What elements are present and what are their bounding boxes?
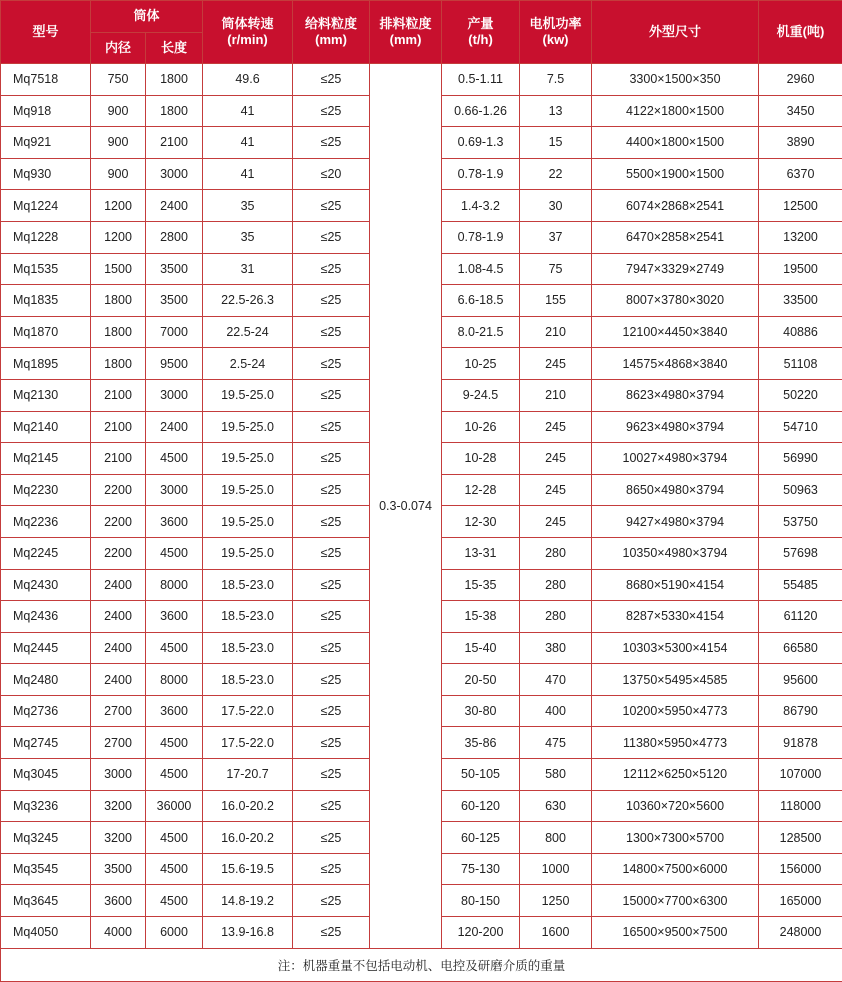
cell-machine-weight: 13200 (759, 221, 842, 253)
cell-dimensions: 11380×5950×4773 (592, 727, 759, 759)
cell-speed: 16.0-20.2 (203, 822, 293, 854)
cell-model: Mq2245 (1, 537, 91, 569)
cell-speed: 17.5-22.0 (203, 695, 293, 727)
cell-capacity: 0.78-1.9 (442, 221, 520, 253)
header-discharge-size (370, 1, 442, 64)
cell-motor-power: 1000 (520, 853, 592, 885)
cell-feed-size: ≤25 (293, 95, 370, 127)
cell-feed-size: ≤25 (293, 190, 370, 222)
cell-capacity: 0.66-1.26 (442, 95, 520, 127)
cell-length: 4500 (146, 822, 203, 854)
header-motor-power (520, 1, 592, 64)
cell-dimensions: 9623×4980×3794 (592, 411, 759, 443)
cell-feed-size: ≤25 (293, 506, 370, 538)
cell-inner-diameter: 2200 (91, 474, 146, 506)
cell-capacity: 8.0-21.5 (442, 316, 520, 348)
cell-dimensions: 8623×4980×3794 (592, 379, 759, 411)
header-shell-group: 筒体 (91, 1, 203, 33)
cell-machine-weight: 156000 (759, 853, 842, 885)
cell-capacity: 1.08-4.5 (442, 253, 520, 285)
cell-machine-weight: 118000 (759, 790, 842, 822)
cell-motor-power: 37 (520, 221, 592, 253)
cell-speed: 19.5-25.0 (203, 379, 293, 411)
cell-dimensions: 10303×5300×4154 (592, 632, 759, 664)
cell-feed-size: ≤25 (293, 127, 370, 159)
cell-length: 3600 (146, 601, 203, 633)
cell-motor-power: 7.5 (520, 64, 592, 96)
cell-motor-power: 630 (520, 790, 592, 822)
cell-model: Mq921 (1, 127, 91, 159)
cell-machine-weight: 107000 (759, 759, 842, 791)
cell-machine-weight: 3890 (759, 127, 842, 159)
cell-motor-power: 30 (520, 190, 592, 222)
cell-capacity: 10-28 (442, 443, 520, 475)
cell-machine-weight: 95600 (759, 664, 842, 696)
cell-machine-weight: 2960 (759, 64, 842, 96)
cell-inner-diameter: 1200 (91, 221, 146, 253)
cell-capacity: 9-24.5 (442, 379, 520, 411)
header-capacity-line2: (t/h) (442, 32, 519, 48)
cell-speed: 19.5-25.0 (203, 411, 293, 443)
header-motor-power-line1: 电机功率 (520, 16, 591, 32)
cell-feed-size: ≤25 (293, 316, 370, 348)
cell-inner-diameter: 2200 (91, 506, 146, 538)
cell-length: 3600 (146, 506, 203, 538)
cell-machine-weight: 165000 (759, 885, 842, 917)
cell-length: 2400 (146, 411, 203, 443)
cell-motor-power: 280 (520, 569, 592, 601)
cell-motor-power: 210 (520, 379, 592, 411)
cell-machine-weight: 53750 (759, 506, 842, 538)
cell-inner-diameter: 1800 (91, 316, 146, 348)
cell-model: Mq2430 (1, 569, 91, 601)
cell-machine-weight: 33500 (759, 285, 842, 317)
cell-motor-power: 245 (520, 474, 592, 506)
cell-capacity: 1.4-3.2 (442, 190, 520, 222)
cell-length: 3000 (146, 379, 203, 411)
cell-dimensions: 8007×3780×3020 (592, 285, 759, 317)
cell-speed: 17.5-22.0 (203, 727, 293, 759)
header-feed-size-line2: (mm) (293, 32, 369, 48)
cell-motor-power: 75 (520, 253, 592, 285)
cell-dimensions: 14800×7500×6000 (592, 853, 759, 885)
cell-capacity: 10-26 (442, 411, 520, 443)
cell-feed-size: ≤25 (293, 885, 370, 917)
cell-machine-weight: 50963 (759, 474, 842, 506)
cell-feed-size: ≤25 (293, 759, 370, 791)
cell-dimensions: 5500×1900×1500 (592, 158, 759, 190)
cell-speed: 15.6-19.5 (203, 853, 293, 885)
cell-capacity: 75-130 (442, 853, 520, 885)
table-header (1, 1, 842, 64)
cell-capacity: 60-120 (442, 790, 520, 822)
cell-capacity: 60-125 (442, 822, 520, 854)
cell-inner-diameter: 2400 (91, 632, 146, 664)
cell-inner-diameter: 3500 (91, 853, 146, 885)
cell-capacity: 35-86 (442, 727, 520, 759)
cell-capacity: 30-80 (442, 695, 520, 727)
table-body (1, 64, 842, 949)
cell-machine-weight: 91878 (759, 727, 842, 759)
cell-model: Mq2745 (1, 727, 91, 759)
cell-inner-diameter: 3600 (91, 885, 146, 917)
cell-inner-diameter: 2100 (91, 379, 146, 411)
header-inner-diameter: 内径 (91, 32, 146, 64)
cell-speed: 22.5-24 (203, 316, 293, 348)
cell-motor-power: 210 (520, 316, 592, 348)
cell-machine-weight: 128500 (759, 822, 842, 854)
table-row (1, 64, 842, 96)
cell-model: Mq3545 (1, 853, 91, 885)
cell-model: Mq1870 (1, 316, 91, 348)
footnote: 注：机器重量不包括电动机、电控及研磨介质的重量 (1, 948, 842, 981)
cell-inner-diameter: 2700 (91, 695, 146, 727)
cell-inner-diameter: 3200 (91, 822, 146, 854)
cell-length: 3600 (146, 695, 203, 727)
cell-model: Mq2230 (1, 474, 91, 506)
cell-length: 4500 (146, 759, 203, 791)
cell-model: Mq3045 (1, 759, 91, 791)
cell-machine-weight: 19500 (759, 253, 842, 285)
cell-model: Mq2145 (1, 443, 91, 475)
cell-motor-power: 1600 (520, 917, 592, 949)
cell-machine-weight: 57698 (759, 537, 842, 569)
cell-length: 7000 (146, 316, 203, 348)
cell-model: Mq2436 (1, 601, 91, 633)
cell-feed-size: ≤20 (293, 158, 370, 190)
cell-feed-size: ≤25 (293, 695, 370, 727)
cell-length: 2100 (146, 127, 203, 159)
cell-motor-power: 245 (520, 443, 592, 475)
cell-length: 3000 (146, 474, 203, 506)
cell-capacity: 12-30 (442, 506, 520, 538)
cell-inner-diameter: 2400 (91, 569, 146, 601)
cell-machine-weight: 86790 (759, 695, 842, 727)
cell-motor-power: 380 (520, 632, 592, 664)
cell-dimensions: 12100×4450×3840 (592, 316, 759, 348)
cell-speed: 35 (203, 190, 293, 222)
cell-feed-size: ≤25 (293, 601, 370, 633)
cell-speed: 41 (203, 127, 293, 159)
cell-length: 4500 (146, 537, 203, 569)
cell-speed: 22.5-26.3 (203, 285, 293, 317)
cell-inner-diameter: 2100 (91, 443, 146, 475)
cell-capacity: 50-105 (442, 759, 520, 791)
cell-feed-size: ≤25 (293, 443, 370, 475)
header-discharge-size-line1: 排料粒度 (370, 16, 441, 32)
cell-capacity: 0.78-1.9 (442, 158, 520, 190)
cell-motor-power: 280 (520, 537, 592, 569)
cell-speed: 2.5-24 (203, 348, 293, 380)
cell-feed-size: ≤25 (293, 411, 370, 443)
cell-motor-power: 155 (520, 285, 592, 317)
cell-inner-diameter: 2400 (91, 664, 146, 696)
cell-capacity: 10-25 (442, 348, 520, 380)
cell-length: 3000 (146, 158, 203, 190)
cell-machine-weight: 54710 (759, 411, 842, 443)
cell-dimensions: 14575×4868×3840 (592, 348, 759, 380)
table-footer (1, 948, 842, 981)
cell-speed: 41 (203, 158, 293, 190)
cell-dimensions: 10027×4980×3794 (592, 443, 759, 475)
cell-machine-weight: 6370 (759, 158, 842, 190)
cell-capacity: 20-50 (442, 664, 520, 696)
cell-feed-size: ≤25 (293, 790, 370, 822)
cell-machine-weight: 50220 (759, 379, 842, 411)
cell-model: Mq930 (1, 158, 91, 190)
cell-capacity: 0.69-1.3 (442, 127, 520, 159)
cell-motor-power: 13 (520, 95, 592, 127)
cell-machine-weight: 40886 (759, 316, 842, 348)
cell-length: 4500 (146, 632, 203, 664)
cell-discharge-size: 0.3-0.074 (370, 64, 442, 949)
cell-feed-size: ≤25 (293, 64, 370, 96)
cell-dimensions: 4400×1800×1500 (592, 127, 759, 159)
header-dimensions: 外型尺寸 (592, 1, 759, 64)
cell-model: Mq2445 (1, 632, 91, 664)
header-feed-size-line1: 给料粒度 (293, 16, 369, 32)
cell-motor-power: 1250 (520, 885, 592, 917)
cell-dimensions: 8650×4980×3794 (592, 474, 759, 506)
cell-machine-weight: 55485 (759, 569, 842, 601)
cell-speed: 19.5-25.0 (203, 474, 293, 506)
cell-feed-size: ≤25 (293, 221, 370, 253)
cell-motor-power: 400 (520, 695, 592, 727)
header-capacity-line1: 产量 (442, 16, 519, 32)
cell-dimensions: 9427×4980×3794 (592, 506, 759, 538)
cell-feed-size: ≤25 (293, 474, 370, 506)
cell-length: 4500 (146, 727, 203, 759)
cell-speed: 19.5-25.0 (203, 537, 293, 569)
cell-model: Mq1228 (1, 221, 91, 253)
cell-motor-power: 475 (520, 727, 592, 759)
cell-model: Mq918 (1, 95, 91, 127)
cell-dimensions: 1300×7300×5700 (592, 822, 759, 854)
cell-dimensions: 3300×1500×350 (592, 64, 759, 96)
cell-inner-diameter: 3200 (91, 790, 146, 822)
cell-capacity: 15-38 (442, 601, 520, 633)
cell-model: Mq2480 (1, 664, 91, 696)
cell-dimensions: 10350×4980×3794 (592, 537, 759, 569)
cell-inner-diameter: 1800 (91, 285, 146, 317)
cell-machine-weight: 3450 (759, 95, 842, 127)
cell-model: Mq1535 (1, 253, 91, 285)
cell-motor-power: 245 (520, 506, 592, 538)
cell-model: Mq1224 (1, 190, 91, 222)
cell-length: 4500 (146, 853, 203, 885)
cell-model: Mq2236 (1, 506, 91, 538)
cell-feed-size: ≤25 (293, 727, 370, 759)
cell-capacity: 15-40 (442, 632, 520, 664)
cell-model: Mq4050 (1, 917, 91, 949)
cell-inner-diameter: 2700 (91, 727, 146, 759)
cell-speed: 19.5-25.0 (203, 443, 293, 475)
header-length: 长度 (146, 32, 203, 64)
cell-length: 6000 (146, 917, 203, 949)
cell-feed-size: ≤25 (293, 917, 370, 949)
cell-inner-diameter: 900 (91, 127, 146, 159)
cell-capacity: 15-35 (442, 569, 520, 601)
cell-length: 3500 (146, 285, 203, 317)
header-model: 型号 (1, 1, 91, 64)
cell-model: Mq2130 (1, 379, 91, 411)
cell-inner-diameter: 2100 (91, 411, 146, 443)
cell-feed-size: ≤25 (293, 537, 370, 569)
cell-speed: 19.5-25.0 (203, 506, 293, 538)
cell-length: 2400 (146, 190, 203, 222)
cell-machine-weight: 12500 (759, 190, 842, 222)
cell-feed-size: ≤25 (293, 632, 370, 664)
cell-capacity: 13-31 (442, 537, 520, 569)
cell-motor-power: 800 (520, 822, 592, 854)
cell-model: Mq3645 (1, 885, 91, 917)
cell-machine-weight: 51108 (759, 348, 842, 380)
cell-motor-power: 580 (520, 759, 592, 791)
cell-feed-size: ≤25 (293, 253, 370, 285)
cell-dimensions: 15000×7700×6300 (592, 885, 759, 917)
header-shell-speed-line1: 筒体转速 (203, 16, 292, 32)
cell-speed: 49.6 (203, 64, 293, 96)
cell-feed-size: ≤25 (293, 348, 370, 380)
cell-inner-diameter: 900 (91, 158, 146, 190)
cell-model: Mq2736 (1, 695, 91, 727)
cell-feed-size: ≤25 (293, 569, 370, 601)
cell-length: 4500 (146, 443, 203, 475)
cell-dimensions: 10200×5950×4773 (592, 695, 759, 727)
cell-machine-weight: 66580 (759, 632, 842, 664)
cell-capacity: 6.6-18.5 (442, 285, 520, 317)
cell-model: Mq3245 (1, 822, 91, 854)
cell-capacity: 80-150 (442, 885, 520, 917)
header-motor-power-line2: (kw) (520, 32, 591, 48)
cell-inner-diameter: 750 (91, 64, 146, 96)
cell-model: Mq3236 (1, 790, 91, 822)
header-shell-speed-line2: (r/min) (203, 32, 292, 48)
cell-inner-diameter: 1500 (91, 253, 146, 285)
cell-motor-power: 15 (520, 127, 592, 159)
cell-motor-power: 22 (520, 158, 592, 190)
cell-speed: 18.5-23.0 (203, 632, 293, 664)
cell-inner-diameter: 4000 (91, 917, 146, 949)
cell-speed: 41 (203, 95, 293, 127)
cell-dimensions: 16500×9500×7500 (592, 917, 759, 949)
cell-speed: 18.5-23.0 (203, 569, 293, 601)
cell-feed-size: ≤25 (293, 822, 370, 854)
cell-machine-weight: 61120 (759, 601, 842, 633)
cell-speed: 16.0-20.2 (203, 790, 293, 822)
cell-length: 3500 (146, 253, 203, 285)
cell-feed-size: ≤25 (293, 285, 370, 317)
cell-feed-size: ≤25 (293, 379, 370, 411)
header-machine-weight: 机重(吨) (759, 1, 842, 64)
cell-speed: 17-20.7 (203, 759, 293, 791)
cell-model: Mq7518 (1, 64, 91, 96)
cell-length: 1800 (146, 64, 203, 96)
cell-feed-size: ≤25 (293, 664, 370, 696)
cell-dimensions: 6470×2858×2541 (592, 221, 759, 253)
cell-capacity: 0.5-1.11 (442, 64, 520, 96)
cell-length: 2800 (146, 221, 203, 253)
cell-feed-size: ≤25 (293, 853, 370, 885)
cell-speed: 35 (203, 221, 293, 253)
cell-length: 36000 (146, 790, 203, 822)
cell-model: Mq1895 (1, 348, 91, 380)
cell-dimensions: 6074×2868×2541 (592, 190, 759, 222)
cell-length: 9500 (146, 348, 203, 380)
cell-motor-power: 470 (520, 664, 592, 696)
cell-dimensions: 12112×6250×5120 (592, 759, 759, 791)
cell-length: 8000 (146, 664, 203, 696)
cell-dimensions: 7947×3329×2749 (592, 253, 759, 285)
cell-motor-power: 280 (520, 601, 592, 633)
cell-speed: 13.9-16.8 (203, 917, 293, 949)
cell-dimensions: 8287×5330×4154 (592, 601, 759, 633)
header-feed-size (293, 1, 370, 64)
cell-model: Mq1835 (1, 285, 91, 317)
cell-length: 4500 (146, 885, 203, 917)
cell-inner-diameter: 2200 (91, 537, 146, 569)
cell-speed: 18.5-23.0 (203, 664, 293, 696)
cell-capacity: 12-28 (442, 474, 520, 506)
header-shell-speed (203, 1, 293, 64)
cell-length: 1800 (146, 95, 203, 127)
cell-inner-diameter: 2400 (91, 601, 146, 633)
header-discharge-size-line2: (mm) (370, 32, 441, 48)
cell-motor-power: 245 (520, 411, 592, 443)
cell-machine-weight: 56990 (759, 443, 842, 475)
cell-dimensions: 10360×720×5600 (592, 790, 759, 822)
cell-speed: 18.5-23.0 (203, 601, 293, 633)
cell-speed: 31 (203, 253, 293, 285)
cell-inner-diameter: 900 (91, 95, 146, 127)
cell-dimensions: 13750×5495×4585 (592, 664, 759, 696)
cell-dimensions: 8680×5190×4154 (592, 569, 759, 601)
cell-dimensions: 4122×1800×1500 (592, 95, 759, 127)
cell-speed: 14.8-19.2 (203, 885, 293, 917)
cell-model: Mq2140 (1, 411, 91, 443)
cell-inner-diameter: 1200 (91, 190, 146, 222)
cell-length: 8000 (146, 569, 203, 601)
header-capacity (442, 1, 520, 64)
cell-machine-weight: 248000 (759, 917, 842, 949)
cell-inner-diameter: 1800 (91, 348, 146, 380)
cell-capacity: 120-200 (442, 917, 520, 949)
cell-inner-diameter: 3000 (91, 759, 146, 791)
cell-motor-power: 245 (520, 348, 592, 380)
